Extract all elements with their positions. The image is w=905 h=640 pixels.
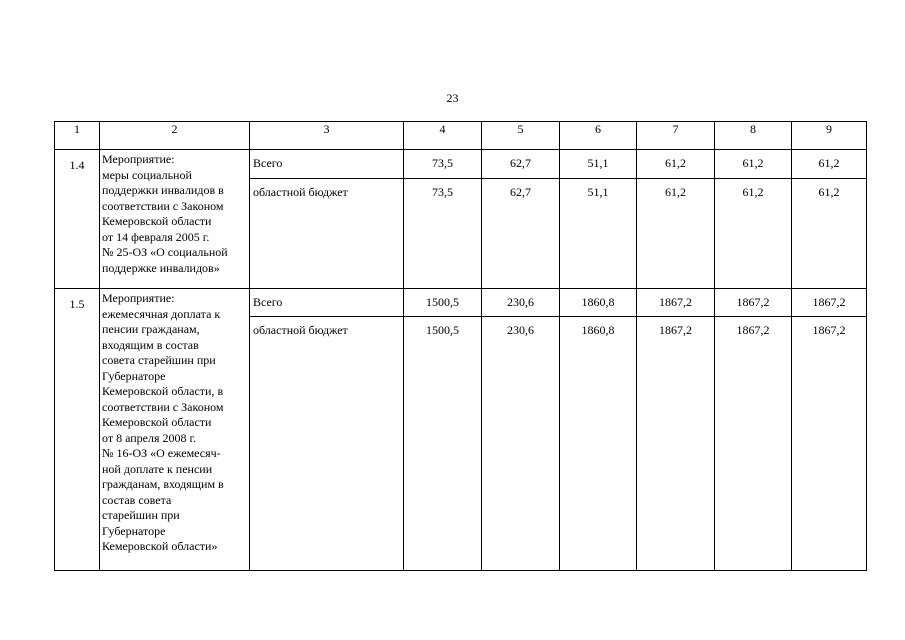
description-line: Кемеровской области <box>102 214 212 228</box>
value-cell: 61,2 <box>792 179 867 289</box>
header-cell: 8 <box>715 122 792 150</box>
description-line: состав совета <box>102 492 172 507</box>
value-cell: 1860,8 <box>560 317 637 571</box>
value-cell: 1860,8 <box>560 289 637 317</box>
header-cell: 4 <box>404 122 482 150</box>
description-line: № 25-ОЗ «О социальной <box>102 245 228 259</box>
value-cell: 1867,2 <box>715 317 792 571</box>
page-number: 23 <box>446 91 459 105</box>
value-cell: 62,7 <box>482 179 560 289</box>
header-row <box>55 122 867 150</box>
description-line: Губернаторе <box>102 368 166 383</box>
description-line: совета старейшин при <box>102 353 216 367</box>
description-line: Кемеровской области <box>102 415 212 429</box>
funding-source: Всего <box>250 150 404 179</box>
value-cell: 61,2 <box>715 150 792 179</box>
measure-description <box>100 150 250 289</box>
header-cell: 5 <box>482 122 560 150</box>
row-number: 1.5 <box>55 289 100 571</box>
row-number: 1.4 <box>55 150 100 289</box>
value-cell: 61,2 <box>792 150 867 179</box>
value-cell: 62,7 <box>482 150 560 179</box>
description-line: поддержки инвалидов в <box>102 183 224 197</box>
value-cell: 1867,2 <box>715 289 792 317</box>
header-cell: 1 <box>55 122 100 150</box>
value-cell: 230,6 <box>482 289 560 317</box>
description-line: Кемеровской области» <box>102 539 218 553</box>
description-line: старейшин при <box>102 508 180 522</box>
measure-description <box>100 289 250 571</box>
description-line: входящим в состав <box>102 337 199 352</box>
description-line: ной доплате к пенсии <box>102 461 213 476</box>
description-line: от 8 апреля 2008 г. <box>102 430 197 445</box>
value-cell: 1500,5 <box>404 289 482 317</box>
funding-source: областной бюджет <box>250 179 404 289</box>
header-cell: 3 <box>250 122 404 150</box>
value-cell: 230,6 <box>482 317 560 571</box>
value-cell: 1867,2 <box>792 317 867 571</box>
value-cell: 1867,2 <box>637 317 715 571</box>
value-cell: 1867,2 <box>792 289 867 317</box>
description-line: от 14 февраля 2005 г. <box>102 229 210 244</box>
value-cell: 61,2 <box>715 179 792 289</box>
funding-source: Всего <box>250 289 404 317</box>
value-cell: 51,1 <box>560 150 637 179</box>
table-row <box>55 150 867 179</box>
value-cell: 61,2 <box>637 179 715 289</box>
description-line: Губернаторе <box>102 523 166 538</box>
value-cell: 1867,2 <box>637 289 715 317</box>
header-cell: 7 <box>637 122 715 150</box>
header-cell: 6 <box>560 122 637 150</box>
description-line: пенсии гражданам, <box>102 322 200 336</box>
value-cell: 1500,5 <box>404 317 482 571</box>
value-cell: 73,5 <box>404 179 482 289</box>
description-line: Кемеровской области, в <box>102 384 224 398</box>
header-cell: 2 <box>100 122 250 150</box>
value-cell: 73,5 <box>404 150 482 179</box>
header-cell: 9 <box>792 122 867 150</box>
description-line: поддержке инвалидов» <box>102 260 220 275</box>
table-row <box>55 289 867 317</box>
value-cell: 51,1 <box>560 179 637 289</box>
description-line: меры социальной <box>102 167 192 182</box>
description-line: соответствии с Законом <box>102 198 224 213</box>
description-line: Мероприятие: <box>102 291 175 305</box>
description-line: гражданам, входящим в <box>102 477 224 491</box>
funding-source: областной бюджет <box>250 317 404 571</box>
description-line: Мероприятие: <box>102 152 175 166</box>
description-line: ежемесячная доплата к <box>102 306 221 321</box>
program-table <box>54 121 867 571</box>
description-line: соответствии с Законом <box>102 399 224 414</box>
value-cell: 61,2 <box>637 150 715 179</box>
description-line: № 16-ОЗ «О ежемесяч- <box>102 446 221 460</box>
